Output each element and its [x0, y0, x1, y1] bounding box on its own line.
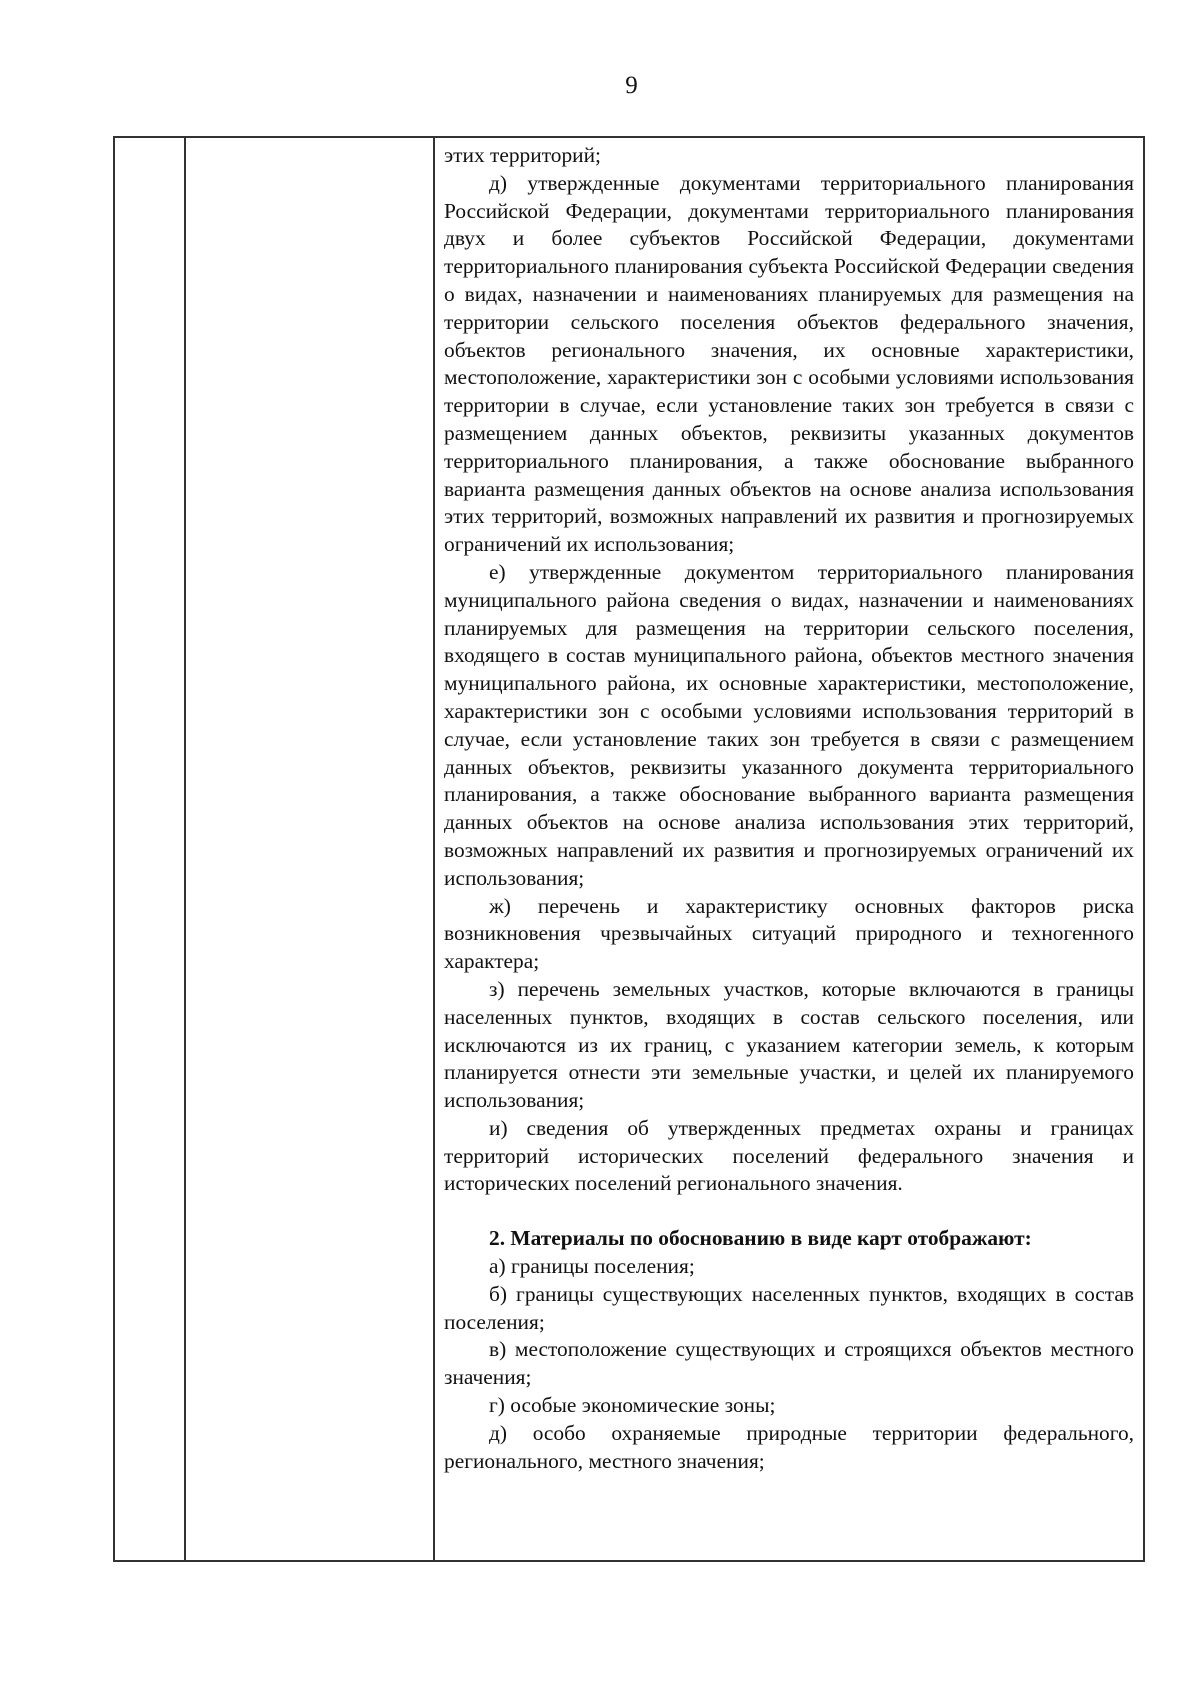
list-item-a: а) границы поселения;: [489, 1254, 695, 1279]
page-number: 9: [625, 72, 638, 99]
table-column-content: [444, 142, 1134, 1560]
list-item-d: д) особо охраняемые природные территории федерального, регионального, местного значения;: [444, 1420, 1134, 1473]
list-item-b: б) границы существующих населенных пунктов, входящих в состав поселения;: [444, 1281, 1134, 1334]
list-item-g: г) особые экономические зоны;: [489, 1393, 776, 1418]
paragraph-e: е) утвержденные документом территориального планирования муниципального района сведения о видах, назначении и наименованиях планируемых для размещения на территории сельского поселения, входящего в состав муниципального района, объектов местного значения муниципального района, их основные характеристики, местоположение, характеристики зон с особыми условиями использования территорий в случае, если установление таких зон требуется в связи с размещением данных объектов, реквизиты указанного документа территориального планирования, а также обоснование выбранного варианта размещения данных объектов на основе анализа использования этих территорий, возможных направлений их развития и прогнозируемых ограничений их использования;: [444, 559, 1134, 890]
paragraph-d: д) утвержденные документами территориального планирования Российской Федерации, документами территориального планирования двух и более субъектов Российской Федерации, документами территориального планирования субъекта Российской Федерации сведения о видах, назначении и наименованиях планируемых для размещения на территории сельского поселения объектов федерального значения, объектов регионального значения, их основные характеристики, местоположение, характеристики зон с особыми условиями использования территории в случае, если установление таких зон требуется в связи с размещением данных объектов, реквизиты указанных документов территориального планирования, а также обоснование выбранного варианта размещения данных объектов на основе анализа использования этих территорий, возможных направлений их развития и прогнозируемых ограничений их использования;: [444, 170, 1134, 557]
paragraph-zh: ж) перечень и характеристику основных факторов риска возникновения чрезвычайных ситуаций природного и техногенного характера;: [444, 893, 1134, 974]
paragraph-z: з) перечень земельных участков, которые включаются в границы населенных пунктов, входящих в состав сельского поселения, или исключаются из их границ, с указанием категории земель, к которым планируется отнести эти земельные участки, и целей их планируемого использования;: [444, 976, 1134, 1113]
section-heading: 2. Материалы по обоснованию в виде карт отображают:: [489, 1226, 1032, 1251]
list-item-v: в) местоположение существующих и строящихся объектов местного значения;: [444, 1337, 1134, 1390]
content-table: [113, 136, 1145, 1562]
table-column-number: [115, 138, 186, 1560]
section-spacer: [444, 1198, 1134, 1225]
paragraph-i: и) сведения об утвержденных предметах охраны и границах территорий исторических поселений федерального значения и исторических поселений регионального значения.: [444, 1115, 1134, 1196]
paragraph-continuation: этих территорий;: [444, 143, 601, 167]
table-column-name: [186, 138, 435, 1560]
